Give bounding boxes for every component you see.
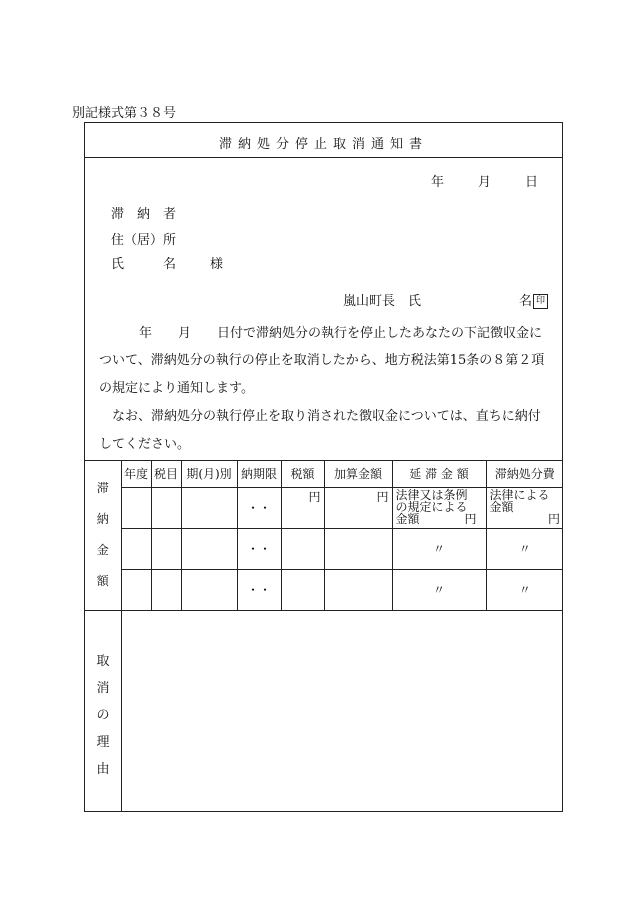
fiscal-year-cell	[121, 569, 151, 610]
date-month: 月	[477, 175, 491, 190]
form-title: 滞納処分停止取消通知書	[218, 137, 428, 152]
header-fiscal-year: 年度	[121, 460, 151, 487]
tax-amount-cell	[281, 569, 324, 610]
seal-mark: 印	[533, 294, 548, 309]
header-deadline: 納期限	[237, 460, 281, 487]
table-row	[85, 569, 563, 610]
header-period: 期(月)別	[181, 460, 237, 487]
additional-amount-cell	[324, 528, 392, 569]
fiscal-year-cell	[121, 487, 151, 528]
tax-item-cell	[151, 528, 181, 569]
reason-section	[85, 610, 563, 811]
delinquency-amount-cell: 〃	[392, 569, 486, 610]
body-line-5: してください。	[99, 437, 191, 452]
body-line-4: なお、滞納処分の執行停止を取り消された徴収金については、直ちに納付	[112, 409, 541, 424]
body-line-3: の規定により通知します。	[99, 381, 254, 396]
form-number: 別記様式第３８号	[72, 106, 177, 121]
name-label: 氏 名	[111, 257, 177, 272]
additional-amount-cell	[324, 569, 392, 610]
header-delinquency-amount: 延 滞 金 額	[392, 460, 486, 487]
body-line-1: 年 月 日付で滞納処分の執行を停止したあなたの下記徴収金に	[139, 326, 543, 341]
header-tax-amount: 税額	[281, 460, 324, 487]
tax-amount-cell: 円	[281, 487, 324, 528]
name-field	[111, 253, 223, 272]
header-tax-item: 税目	[151, 460, 181, 487]
processing-fee-cell: 〃	[486, 569, 563, 610]
date-year: 年	[430, 175, 444, 190]
taxpayer-label: 滞 納 者	[111, 207, 177, 222]
tax-item-cell	[151, 569, 181, 610]
tax-item-cell	[151, 487, 181, 528]
reason-label: 取 消 の 理 由	[85, 610, 122, 811]
fiscal-year-cell	[121, 528, 151, 569]
delinquency-amount-cell: 法律又は条例 の規定による 金額 円	[392, 487, 486, 528]
delinquency-amount-cell: 〃	[392, 528, 486, 569]
sender-name-suffix: 名	[519, 294, 533, 309]
body-line-2: ついて、滞納処分の執行の停止を取消したから、地方税法第15条の８第２項	[99, 353, 545, 368]
table-row	[85, 487, 563, 528]
sender-line	[343, 290, 548, 309]
deadline-cell: ・・	[237, 528, 281, 569]
processing-fee-cell: 〃	[486, 528, 563, 569]
deadline-cell: ・・	[237, 487, 281, 528]
date-day: 日	[524, 175, 538, 190]
notice-form	[84, 122, 563, 812]
title-divider	[85, 157, 562, 158]
header-additional-amount: 加算金額	[324, 460, 392, 487]
period-cell	[181, 487, 237, 528]
sender-title: 嵐山町長 氏	[343, 294, 422, 309]
header-processing-fee: 滞納処分費	[486, 460, 563, 487]
date-line	[431, 171, 538, 190]
tax-amount-cell	[281, 528, 324, 569]
deadline-cell: ・・	[237, 569, 281, 610]
additional-amount-cell: 円	[324, 487, 392, 528]
amount-side-label: 滞 納 金 額	[85, 460, 121, 610]
table-row	[85, 528, 563, 569]
honorific: 様	[210, 257, 224, 272]
period-cell	[181, 528, 237, 569]
address-label: 住（居）所	[111, 233, 177, 248]
delinquent-amount-table	[85, 460, 563, 611]
period-cell	[181, 569, 237, 610]
processing-fee-cell: 法律による 金額 円	[486, 487, 563, 528]
